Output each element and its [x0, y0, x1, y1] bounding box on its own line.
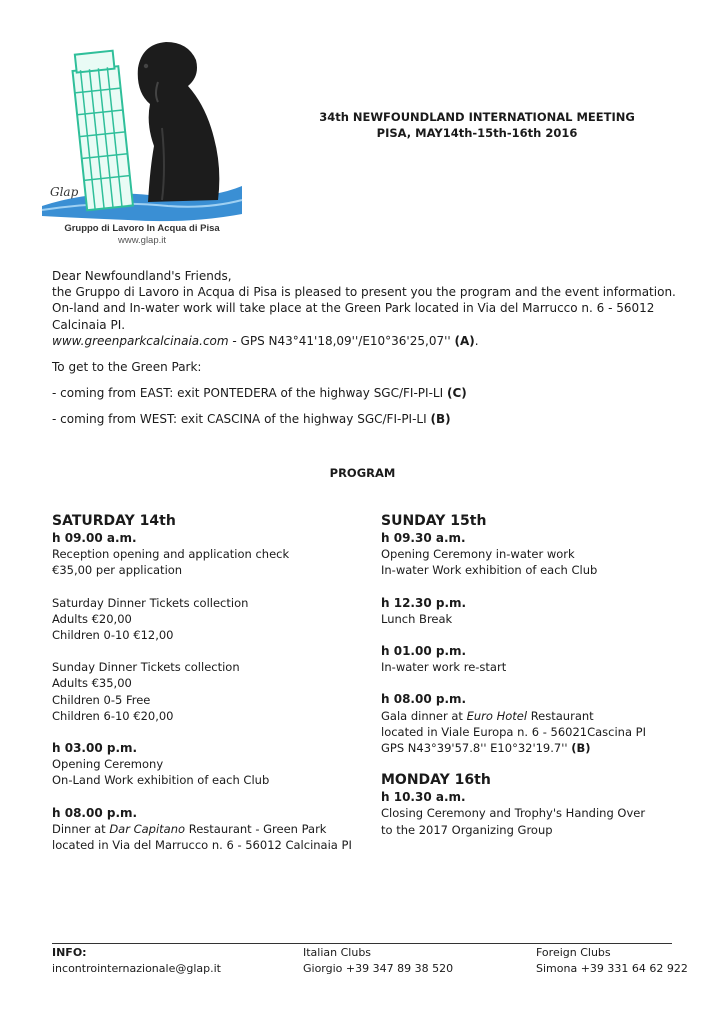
italian-clubs-label: Italian Clubs	[303, 946, 372, 959]
schedule-line: Closing Ceremony and Trophy's Handing Over	[381, 806, 646, 821]
time-heading: h 08.00 p.m.	[381, 692, 467, 707]
text-run: Dinner at	[52, 821, 110, 836]
newfoundland-dog-icon	[138, 42, 220, 202]
day-heading: SATURDAY 14th	[52, 513, 176, 529]
meeting-title: 34th NEWFOUNDLAND INTERNATIONAL MEETING	[319, 110, 635, 124]
website-gps-line	[52, 333, 692, 349]
hotel-name: Euro Hotel	[466, 708, 528, 723]
info-label: INFO:	[52, 946, 87, 959]
schedule-line	[381, 708, 681, 724]
schedule-line: located in Viale Europa n. 6 - 56021Cascina PI	[381, 724, 646, 739]
website-link[interactable]: www.greenparkcalcinaia.com	[52, 333, 229, 348]
gps-ref: (B)	[571, 741, 591, 756]
intro-line: the Gruppo di Lavoro in Acqua di Pisa is pleased to present you the program and the event information.	[52, 285, 676, 300]
time-heading: h 03.00 p.m.	[52, 741, 138, 756]
schedule-line: In-water work re-start	[381, 660, 507, 675]
time-heading: h 09.30 a.m.	[381, 531, 466, 545]
leaning-tower-icon	[71, 50, 133, 210]
footer-divider	[52, 943, 672, 944]
intro-line: Calcinaia PI.	[52, 317, 126, 332]
schedule-line: Adults €20,00	[52, 611, 132, 626]
logo-group-name: Gruppo di Lavoro In Acqua di Pisa	[64, 223, 220, 234]
info-email[interactable]: incontrointernazionale@glap.it	[52, 961, 221, 975]
directions-title: To get to the Green Park:	[52, 360, 202, 375]
schedule-line: Sunday Dinner Tickets collection	[52, 660, 240, 675]
foreign-clubs-contact: Simona +39 331 64 62 922	[536, 961, 688, 975]
schedule-line: Opening Ceremony	[52, 757, 164, 772]
schedule-line: Reception opening and application check	[52, 547, 290, 562]
direction-west-ref: (B)	[430, 412, 451, 427]
day-heading: SUNDAY 15th	[381, 513, 487, 529]
foreign-clubs-label: Foreign Clubs	[536, 946, 611, 959]
newfoundland-leaning-tower-illustration	[38, 28, 246, 228]
schedule-line: Adults €35,00	[52, 676, 132, 691]
text-run: Restaurant - Green Park	[185, 821, 327, 836]
direction-west-text: - coming from WEST: exit CASCINA of the highway SGC/FI-PI-LI	[52, 412, 427, 427]
schedule-line	[381, 740, 681, 756]
meeting-dates: PISA, MAY14th-15th-16th 2016	[376, 126, 578, 140]
schedule-line: Children 0-5 Free	[52, 692, 151, 707]
footer-info	[52, 945, 221, 976]
footer-italian-clubs	[303, 945, 453, 976]
intro-line: On-land and In-water work will take place at the Green Park located in Via del Marrucco n. 6 - 56012	[52, 301, 655, 316]
schedule-line: Children 6-10 €20,00	[52, 708, 174, 723]
schedule-line: On-Land Work exhibition of each Club	[52, 773, 270, 788]
restaurant-name: Dar Capitano	[109, 821, 186, 836]
logo-url: www.glap.it	[117, 235, 167, 246]
footer-foreign-clubs	[536, 945, 688, 976]
greeting: Dear Newfoundland's Friends,	[52, 269, 232, 283]
schedule-line: Opening Ceremony in-water work	[381, 547, 575, 562]
glap-logo	[38, 28, 246, 248]
gps-text: - GPS N43°41'18,09''/E10°36'25,07''	[228, 333, 451, 348]
schedule-line: Saturday Dinner Tickets collection	[52, 595, 249, 610]
saturday-schedule	[52, 513, 352, 853]
gps-ref: (A)	[454, 333, 475, 348]
gps-end: .	[474, 333, 479, 348]
document-title	[262, 109, 692, 141]
italian-clubs-contact: Giorgio +39 347 89 38 520	[303, 961, 454, 975]
program-title: PROGRAM	[329, 466, 396, 480]
direction-west	[52, 411, 692, 427]
time-heading: h 09.00 a.m.	[52, 531, 137, 545]
day-heading: MONDAY 16th	[381, 772, 491, 789]
sunday-monday-schedule	[381, 513, 681, 838]
time-heading: h 08.00 p.m.	[52, 805, 138, 820]
svg-text:Glap: Glap	[50, 185, 79, 199]
schedule-line: to the 2017 Organizing Group	[381, 822, 553, 837]
direction-east-text: - coming from EAST: exit PONTEDERA of the highway SGC/FI-PI-LI	[52, 386, 444, 401]
time-heading: h 10.30 a.m.	[381, 790, 466, 805]
schedule-line: Lunch Break	[381, 611, 453, 626]
time-heading: h 01.00 p.m.	[381, 644, 467, 659]
direction-east-ref: (C)	[446, 386, 467, 401]
time-heading: h 12.30 p.m.	[381, 595, 467, 610]
text-run: Gala dinner at	[381, 708, 467, 723]
text-run: Restaurant	[527, 708, 594, 723]
schedule-line: In-water Work exhibition of each Club	[381, 563, 598, 578]
schedule-line: Children 0-10 €12,00	[52, 628, 174, 643]
gps-text: GPS N43°39'57.8'' E10°32'19.7''	[381, 741, 568, 756]
schedule-line: €35,00 per application	[52, 563, 183, 578]
schedule-line: located in Via del Marrucco n. 6 - 56012 Calcinaia PI	[52, 838, 352, 853]
direction-east	[52, 385, 692, 401]
schedule-line	[52, 821, 352, 837]
intro-section	[52, 268, 692, 428]
